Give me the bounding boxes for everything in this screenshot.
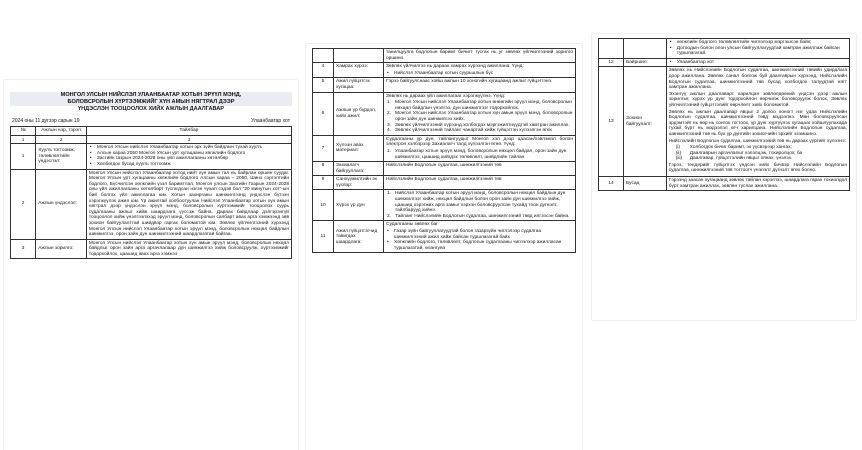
row-description — [384, 190, 576, 221]
row-name: Хүлээн авах материал: — [334, 135, 384, 161]
row-name: Байршил: — [624, 58, 667, 67]
row-name: Зохион байгуулалт: — [624, 67, 667, 177]
document-place: Улаанбаатар хот — [251, 118, 290, 124]
table-row — [11, 169, 292, 239]
list-item: • Алсын хараа 2050 Монгол Улсын урт хугацааны хөгжлийн бодлого — [89, 151, 289, 157]
title-line-2: БОЛОВСРОЛЫН ХҮРТЭЭМЖИЙГ ХҮН АМЫН НЯГТРАЛ ДЭЭР — [10, 99, 292, 106]
row-number: 12 — [599, 58, 624, 67]
col-number: 3 — [86, 135, 291, 144]
list-item: • Засгийн газрын 2024-2028 оны үйл ажиллагааны хөтөлбөр — [89, 156, 289, 162]
row-name — [334, 49, 384, 63]
title-line-3: ҮНДЭСЛЭН ТООЦООЛОХ ХИЙХ АЖЛЫН ДААЛГАВАР — [77, 106, 225, 112]
row-number — [313, 49, 334, 63]
row-text: Зөвлөх нь дараах үйл ажиллагааг хэрэгжүүлнэ. Үүнд: — [386, 93, 506, 99]
row-number: 3 — [11, 239, 36, 259]
list-item: (i) Холбогдох бичиг баримт, эх үүсвэрээр хангах; — [675, 145, 792, 151]
row-description: Гэрээнд заасан хугацаанд зөвлөх тайлан хэрэглээ, шаардлага гарах тохиолдол бүрт хамтран ажиллах, зөвлөн туслах ажиллана. — [666, 177, 849, 191]
row-text: Зөвлөх үйлчилгээ нь дараах хамрах хүрээнд ажиллана. Үүнд: — [386, 64, 524, 70]
row-text: Судалгааны зөвлөх баг — [386, 222, 438, 228]
table-header-row — [11, 127, 292, 136]
row-name: Хүрэх үр дүн — [334, 190, 384, 221]
list-item: 2. Монгол Улсын нийслэл Улаанбаатар хотын хүн амын эрүүл мэнд, боловсролын орон зайн дүн шинжилгээ хийх. — [387, 111, 573, 122]
table-row — [11, 239, 292, 259]
row-name: Захиалагч байгууллага: — [334, 162, 384, 176]
row-number: 6 — [313, 92, 334, 135]
task-table-part-2 — [312, 48, 576, 253]
list-item: (iii) Даалгавар, гүйцэтгэлийн явцыг хянах, үнэлэх. — [675, 156, 793, 162]
row-description: Монгол Улсын нийслэл Улаанбаатар хотод нийт хүн амын тал нь байрлан оршин суудаг. Монгол Улсын урт хугацааны хөгжлийн бодлого Алсын хараа – 2050, Шинэ сэргэлтийн бодлого, Бүсчилсэн хөгжлийн үзэл баримтлал, Монгол улсын Засгийн Газрын 2024-2028 оны үйл ажиллагааны хөтөлбөрт тусгагдсан нэгэн чухал сэдэв бол "20 минутын хот"-ын бий болгох үйл ажиллагаа юм. Хотын захирганы шинжилгээнд үндэслэн бүтээн хэрэгжүүлэх ажил юм. Үр ажилтай холбоотуулан Нийслэл Улаанбаатар хотын хүн амын нягтрал дээр үндэслэн эрүүл мэнд, боловсролын хүртээмжийг тооцоолох суурь судалгааны ажлыг хийж шаардлага үүссэж байна. Дараах байдлаар дэлгэрэнгүй тооцоолол хийж үнэлгээлэхэд эрүүл мэнд, боловсролын салбарт авах арга хэмжээнд зөв зохион байгуулалттай шийдвэр гаргах боломжтой юм. Зөвлөх үйлчилгээний хүрээнд Монгол Улсын нийслэл Улаанбаатар хотын эрүүл мэнд, боловсролын нөхцөл байдлын шинжилгээ, орон зайн дүн шинжилгээний шаардлагатай байгаа. — [86, 169, 291, 239]
row-description: танилцуулга бодлогын баримт бичигт тусгах нь уг зөвлөх үйлчилгээний зорилго оршино. — [384, 49, 576, 63]
row-number: 7 — [313, 135, 334, 161]
list-item: 1. Монгол Улсын нийслэл Улаанбаатар хотын өнөөгийн эрүүл мэнд, боловсролын нөхцөл байдлын үнэлгээ, дүн шинжилгээг тодорхойлох. — [387, 100, 572, 111]
document-page-2 — [306, 44, 582, 450]
header-description: Тайлбар — [86, 127, 291, 136]
document-page-3 — [592, 34, 856, 320]
list-item: • Дотоодын болон олон улсын байгууллагуудтай хамтран ажиллаж байсан туршлагатай. — [669, 46, 847, 57]
list-item: (ii) Даалгаврын аргачлалыг хэлэлцэж, тохиролцох; ба — [675, 150, 803, 156]
row-name: Хуулъ тогтоомж, төлөвлөлтийн үндэслэл: — [36, 144, 87, 169]
table-row — [313, 176, 576, 190]
task-table-part-3 — [598, 38, 850, 191]
row-name: Ажил гүйцэтгэх хугацаа: — [334, 78, 384, 92]
row-number: 9 — [313, 176, 334, 190]
table-row — [599, 39, 850, 59]
header-name: Ажлын нэр, тэрэл — [36, 127, 87, 136]
list-item: 2. Тайланг Нийслэлийн Бодлогын судалгаа, шинжилгээний төвд илгээсэн байна. — [387, 213, 570, 219]
row-description — [384, 221, 576, 253]
document-title — [10, 92, 292, 113]
row-description — [384, 135, 576, 161]
table-row — [313, 78, 576, 92]
list-item: • Нийслэл Улаанбаатар хотын суурьшлын бүс — [386, 71, 573, 77]
task-table-part-1 — [10, 126, 292, 259]
document-page-1 — [4, 80, 298, 450]
row-paragraph: Зөвлөх нь ажлын даалгавар явцыг 2 долоо хоногт нэг удаа Нийслэлийн Бодлогын судалгаа, шинжилгээний төвд мэдээлнэ. Мөн боловсруулсан эрдэмтэйг нь өөр нь сонгох тогтоох, үр дүнг хүргүүлэх хугацааг хойшлуулахада тухай бүрт нь мэдээлэл өгч харилцана. Нийслэлийн Бодлогын судалгаа, шинжилгээний төв нь бүх үр дүнгийн зохиогчийн эрхийг эзэмшинэ. — [668, 109, 847, 137]
row-description: Гэрээ байгуулснаас хойш ажлын 10 хоногийн хугацаанд ажлыг гүйцэтгэнэ. — [384, 78, 576, 92]
list-item: • Монгол Улсын нийслэл Улаанбаатар хотын эрх зүйн байдлын тухай хуулъ — [89, 145, 289, 151]
table-row — [599, 67, 850, 177]
row-description — [86, 144, 291, 169]
row-paragraph: Зөвлөх нь Нийслэлийн Бодлогын судалгаа, шинжилгээний төвийн удирдлага доор ажиллана. Зөвлөх санал болгож буй даалгаврын хүрээнд, Нийслэлийн Бодлогын судалгаа, шинжилгээний төв бусад холбогдох талуудтай нягт хамтран ажиллана. — [668, 68, 847, 91]
row-name: Санхүүжилтийн эх үүсвэр: — [334, 176, 384, 190]
row-paragraph: Гэрээ, тендерийг гүйцэтгэх үндсэн хийх бичвэр Нийслэлийн Бодлогын судалгаа, шинжилгээний төв тогтоогч үнэлэлт дүгнэлт өгөх болно. — [668, 162, 847, 174]
list-item: 4. Зөвлөх үйлчилгээний тайланг чанартай хийж гүйцэтгэн хүлээлгэн өгөх — [387, 128, 552, 134]
row-text: Судалгааны үр дүн, тайлангуудыг Монгол хэл дээр цаасан/хэвлэмэл болон электрон хэлбэрээр Захиалагч талд хүлээлгэн өгнө. Үүнд: — [386, 136, 573, 148]
table-row — [599, 58, 850, 67]
table-row — [313, 49, 576, 63]
row-number: 1 — [11, 144, 36, 169]
row-description: Нийслэлийн Бодлогын судалгаа, шинжилгээний төв — [384, 176, 576, 190]
row-number: 13 — [599, 67, 624, 177]
list-item: • хөгжлийн бодлого төлөвлөлтийн чиглэлээр мэргэшсэн байх; — [669, 40, 847, 46]
row-description: Монгол Улсын нийслэл Улаанбаатар хотын хүн амын эрүүл мэнд, боловсролын нөхцөл байдлыг орон зайн арга аргачлалаар дүн шинжилгээ хийж боловсруулж, хүртээмжийг тодорхойлох, цаашид авах арга хэмжээ — [86, 239, 291, 259]
list-item: 1. Нийслэл Улаанбаатар хотын эрүүл мэнд, боловсролын нөхцөл байдлын дүн шинжилгээг хийж, нөхцөл байдлын болон орон зайн дүн шинжилгээ хийж, цаашид хэрэгжих арга замыг хэрхэн боловсруулсан тухайд тоон дүгнэлт, тайлбарууд хийнэ. — [387, 191, 566, 214]
row-name: Ажил гүйцэтгэгчид тавигдах шаардлага: — [334, 221, 384, 253]
row-number: 4 — [313, 63, 334, 78]
row-name: Ажлын үр бүрдэл, хийх ажил: — [334, 92, 384, 135]
row-description — [666, 39, 849, 59]
col-number: 2 — [36, 135, 87, 144]
table-row — [313, 63, 576, 78]
list-item: 1. Улаанбаатар хотын эрүүл мэнд, боловсролын нөхцөл байдал, орон зайн дүн шинжилгээ, цаашид хийгдэх төлөвлөлт, шийдлийн тайлан — [387, 148, 567, 160]
title-line-1: МОНГОЛ УЛСЫН НИЙСЛЭЛ УЛААНБААТАР ХОТЫН ЭРҮҮЛ МЭНД, — [10, 92, 292, 99]
table-row — [313, 221, 576, 253]
row-number: 10 — [313, 190, 334, 221]
row-name: Ажлын үндэслэл: — [36, 169, 87, 239]
row-name: Хамрах хүрээ: — [334, 63, 384, 78]
list-item: • Газар зүйн байгууллагуудтай болон газарзүйн чиглэлээр судалгаа шинжилгээний ажил хийж байсан туршлагатай байх — [386, 229, 573, 240]
row-number: 5 — [313, 78, 334, 92]
row-number: 2 — [11, 169, 36, 239]
list-item: • Хөлбөгдох бусад хуулъ тогтоомж — [89, 162, 289, 168]
list-item: • Улаанбаатар хот — [669, 60, 847, 66]
table-row — [11, 144, 292, 169]
header-no: № — [11, 127, 36, 136]
row-number: 11 — [313, 221, 334, 253]
col-number: 1 — [11, 135, 36, 144]
row-paragraph: Нийслэлийн Бодлогын судалгаа, шинжилгээний төв нь дараах үүргийг хүлээнэ: — [668, 138, 846, 144]
table-row — [313, 190, 576, 221]
table-row — [313, 162, 576, 176]
table-row — [313, 92, 576, 135]
row-name — [624, 39, 667, 59]
row-name: Бусад — [624, 177, 667, 191]
table-row — [313, 135, 576, 161]
table-row — [599, 177, 850, 191]
row-description — [384, 63, 576, 78]
list-item: 3. Зөвлөх үйлчилгээний хүрээнд холбогдох мэргэжилтнүүдтэй хамтран ажиллах. — [387, 122, 570, 128]
row-number — [599, 39, 624, 59]
row-description — [384, 92, 576, 135]
document-meta — [12, 118, 290, 124]
document-date: 2024 оны 11 дүгээр сарын 19 — [12, 118, 80, 124]
row-description — [666, 67, 849, 177]
row-number: 8 — [313, 162, 334, 176]
table-column-number-row — [11, 135, 292, 144]
row-paragraph: Эхэнгүү ажлын даалгаварт харилцан зөвлөлдөөний үндсэн дээр ажлын зорилгыг, хүрэх үр дүнг тодорхойлон өөрчилж боловсруулж болох, Зөвлөх үйлчилгээний гүйцэтгэлийг өөрчлөлт хийх боломжтой. — [668, 91, 847, 108]
row-number: 14 — [599, 177, 624, 191]
list-item: • Хөгжлийн бодлого, төлөвлөлт, бодлогын судалгааны чиглэлээр ажилласан туршлагатай, өлангуяа — [386, 240, 573, 251]
row-name: Ажлын зорилго: — [36, 239, 87, 259]
row-description: Нийслэлийн Бодлогын судалгаа, шинжилгээний төв — [384, 162, 576, 176]
row-description — [666, 58, 849, 67]
